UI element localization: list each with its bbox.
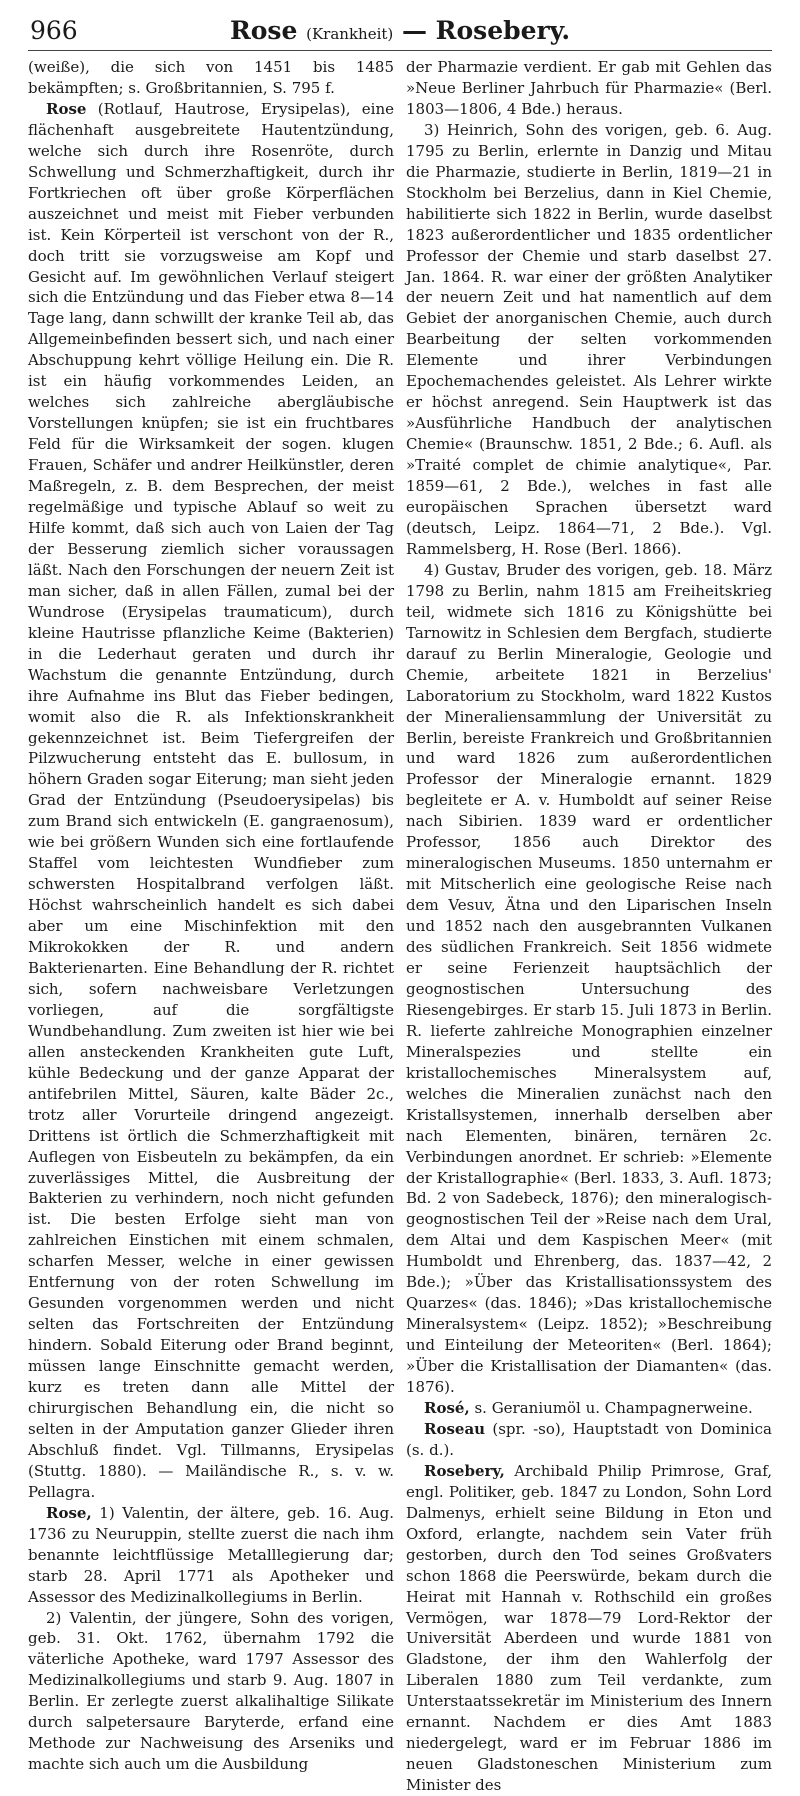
entry-text: 1) Valentin, der ältere, geb. 16. Aug. 1736 zu Neuruppin, stellte zuerst die nach ihm benannte leichtflüssige Metalllegierung dar; starb 28. April 1771 als Apotheker und Assessor des Medizinalkollegiums in Berlin. (28, 1503, 394, 1606)
running-title-end: — Rosebery. (401, 16, 571, 45)
two-column-body (28, 57, 772, 1796)
entry-text: s. Geraniumöl u. Champagnerweine. (469, 1399, 753, 1417)
page-number: 966 (30, 16, 78, 45)
entry-rose-disease (28, 99, 394, 1503)
subentry-paragraph: 4) Gustav, Bruder des vorigen, geb. 18. März 1798 zu Berlin, nahm 1815 am Freiheitskrieg teil, widmete sich 1816 zu Königshütte bei Tarnowitz in Schlesien dem Bergfach, studierte darauf zu Berlin Mineralogie, Geologie und Chemie, arbeitete 1821 in Berzelius' Laboratorium zu Stockholm, ward 1822 Kustos der Mineraliensammlung der Universität zu Berlin, bereiste Frankreich und Großbritannien und ward 1826 zum außerordentlichen Professor der Mineralogie ernannt. 1829 begleitete er A. v. Humboldt auf seiner Reise nach Sibirien. 1839 ward er ordentlicher Professor, 1856 auch Direktor des mineralogischen Museums. 1850 unternahm er mit Mitscherlich eine geologische Reise nach dem Vesuv, Ätna und den Liparischen Inseln und 1852 nach den ausgebrannten Vulkanen des südlichen Frankreich. Seit 1856 widmete er seine Ferienzeit hauptsächlich der geognostischen Untersuchung des Riesengebirges. Er starb 15. Juli 1873 in Berlin. R. lieferte zahlreiche Monographien einzelner Mineralspezies und stellte ein kristallochemisches Mineralsystem auf, welches die Mineralien zunächst nach den Kristallsystemen, innerhalb derselben aber nach Elementen, binären, ternären 2c. Verbindungen anordnet. Er schrieb: »Elemente der Kristallographie« (Berl. 1833, 3. Aufl. 1873; Bd. 2 von Sadebeck, 1876); den mineralogisch-geognostischen Teil der »Reise nach dem Ural, dem Altai und dem Kaspischen Meer« (mit Humboldt und Ehrenberg, das. 1837—42, 2 Bde.); »Über das Kristallisationssystem des Quarzes« (das. 1846); »Das kristallochemische Mineralsystem« (Leipz. 1852); »Beschreibung und Einteilung der Meteoriten« (Berl. 1864); »Über die Kristallisation der Diamanten« (das. 1876). (406, 560, 772, 1397)
entry-headword: Rosé, (424, 1399, 470, 1417)
entry-headword: Rose, (46, 1503, 92, 1522)
running-header (28, 10, 772, 51)
left-column (28, 57, 394, 1796)
running-title-start: Rose (229, 16, 298, 45)
running-title (28, 16, 772, 45)
entry-text: Archibald Philip Primrose, Graf, engl. Politiker, geb. 1847 zu London, Sohn Lord Dalmenys, erhielt seine Bildung in Eton und Oxford, erlangte, nachdem sein Vater früh gestorben, durch den Tod seines Großvaters schon 1868 die Peerswürde, bekam durch die Heirat mit Hannah v. Rothschild ein großes Vermögen, war 1878—79 Lord-Rektor der Universität Aberdeen und wurde 1881 von Gladstone, der ihm den Wahlerfolg der Liberalen 1880 zum Teil verdankte, zum Unterstaatssekretär im Ministerium des Innern ernannt. Nachdem er dies Amt 1883 niedergelegt, ward er im Februar 1886 im neuen Gladstoneschen Ministerium zum Minister des (406, 1461, 772, 1795)
entry-rose-persons (28, 1503, 394, 1608)
entry-text: (Rotlauf, Hautrose, Erysipelas), eine flächenhaft ausgebreitete Hautentzündung, welche sich durch ihre Rosenröte, durch Schwellung und Schmerzhaftigkeit, durch ihr Fortkriechen oft über große Körperflächen auszeichnet und meist mit Fieber verbunden ist. Kein Körperteil ist verschont von der R., doch tritt sie vorzugsweise am Kopf und Gesicht auf. Im gewöhnlichen Verlauf steigert sich die Entzündung und das Fieber etwa 8—14 Tage lang, dann schwillt der kranke Teil ab, das Allgemeinbefinden bessert sich, und nach einer Abschuppung kehrt völlige Heilung ein. Die R. ist ein häufig vorkommendes Leiden, an welches sich zahlreiche abergläubische Vorstellungen knüpfen; sie ist ein fruchtbares Feld für die Wirksamkeit der sogen. klugen Frauen, Schäfer und andrer Heilkünstler, deren Maßregeln, z. B. dem Besprechen, der meist regelmäßige und typische Ablauf so weit zu Hilfe kommt, daß sich auch von Laien der Tag der Besserung ziemlich sicher voraussagen läßt. Nach den Forschungen der neuern Zeit ist man sicher, daß in allen Fällen, zumal bei der Wundrose (Erysipelas traumaticum), durch kleine Hautrisse pflanzliche Keime (Bakterien) in die Lederhaut geraten und durch ihr Wachstum die genannte Entzündung, durch ihre Aufnahme ins Blut das Fieber bedingen, womit also die R. als Infektionskrankheit gekennzeichnet ist. Beim Tiefergreifen der Pilzwucherung entsteht das E. bullosum, in höhern Graden sogar Eiterung; man sieht jeden Grad der Entzündung (Pseudoerysipelas) bis zum Brand sich entwickeln (E. gangraenosum), wie bei größern Wunden sich eine fortlaufende Staffel vom leichtesten Wundfieber zum schwersten Hospitalbrand verfolgen läßt. Höchst wahrscheinlich handelt es sich dabei aber um eine Mischinfektion mit den Mikrokokken der R. und andern Bakterienarten. Eine Behandlung der R. richtet sich, sofern nachweisbare Verletzungen vorliegen, auf die sorgfältigste Wundbehandlung. Zum zweiten ist hier wie bei allen ansteckenden Krankheiten gute Luft, kühle Bedeckung und der ganze Apparat der antifebrilen Mittel, Säuren, kalte Bäder 2c., trotz aller Vorurteile dringend angezeigt. Drittens ist örtlich die Schmerzhaftigkeit mit Auflegen von Eisbeuteln zu bekämpfen, da ein zuverlässiges Mittel, die Ausbreitung der Bakterien zu verhindern, noch nicht gefunden ist. Die besten Erfolge sieht man von zahlreichen Einstichen mit einem schmalen, scharfen Messer, welche in einer gewissen Entfernung von der roten Schwellung im Gesunden vorgenommen werden und nicht selten das Fortschreiten der Entzündung hindern. Sobald Eiterung oder Brand beginnt, müssen lange Einschnitte gemacht werden, kurz es treten dann alle Mittel der chirurgischen Behandlung ein, die nicht so selten in der Amputation ganzer Glieder ihren Abschluß findet. Vgl. Tillmanns, Erysipelas (Stuttg. 1880). — Mailändische R., s. v. w. Pellagra. (28, 99, 394, 1501)
subentry-paragraph: 3) Heinrich, Sohn des vorigen, geb. 6. Aug. 1795 zu Berlin, erlernte in Danzig und Mitau die Pharmazie, studierte in Berlin, 1819—21 in Stockholm bei Berzelius, dann in Kiel Chemie, habilitierte sich 1822 in Berlin, wurde daselbst 1823 außerordentlicher und 1835 ordentlicher Professor der Chemie und starb daselbst 27. Jan. 1864. R. war einer der größten Analytiker der neuern Zeit und hat namentlich auf dem Gebiet der anorganischen Chemie, auch durch Bearbeitung der selten vorkommenden Elemente und ihrer Verbindungen Epochemachendes geleistet. Als Lehrer wirkte er höchst anregend. Sein Hauptwerk ist das »Ausführliche Handbuch der analytischen Chemie« (Braunschw. 1851, 2 Bde.; 6. Aufl. als »Traité complet de chimie analytique«, Par. 1859—61, 2 Bde.), welches in fast alle europäischen Sprachen übersetzt ward (deutsch, Leipz. 1864—71, 2 Bde.). Vgl. Rammelsberg, H. Rose (Berl. 1866). (406, 120, 772, 558)
right-column (406, 57, 772, 1796)
entry-headword: Rose (46, 99, 87, 118)
entry-text: (spr. -so), Hauptstadt von Dominica (s. d.). (406, 1419, 772, 1459)
entry-headword: Rosebery, (424, 1461, 505, 1480)
running-title-qualifier: (Krankheit) (306, 25, 394, 43)
subentry-paragraph: 2) Valentin, der jüngere, Sohn des vorigen, geb. 31. Okt. 1762, übernahm 1792 die väterliche Apotheke, ward 1797 Assessor des Medizinalkollegiums und starb 9. Aug. 1807 in Berlin. Er zerlegte zuerst alkalihaltige Silikate durch salpetersaure Baryterde, erfand eine Methode zur Nachweisung des Arseniks und machte sich auch um die Ausbildung (28, 1608, 394, 1774)
continuation-paragraph: (weiße), die sich von 1451 bis 1485 bekämpften; s. Großbritannien, S. 795 f. (28, 58, 394, 97)
entry-rose-wine (406, 1398, 772, 1419)
continuation-paragraph: der Pharmazie verdient. Er gab mit Gehlen das »Neue Berliner Jahrbuch für Pharmazie« (Berl. 1803—1806, 4 Bde.) heraus. (406, 58, 772, 118)
entry-rosebery (406, 1461, 772, 1796)
entry-roseau (406, 1419, 772, 1461)
entry-headword: Roseau (424, 1419, 486, 1438)
